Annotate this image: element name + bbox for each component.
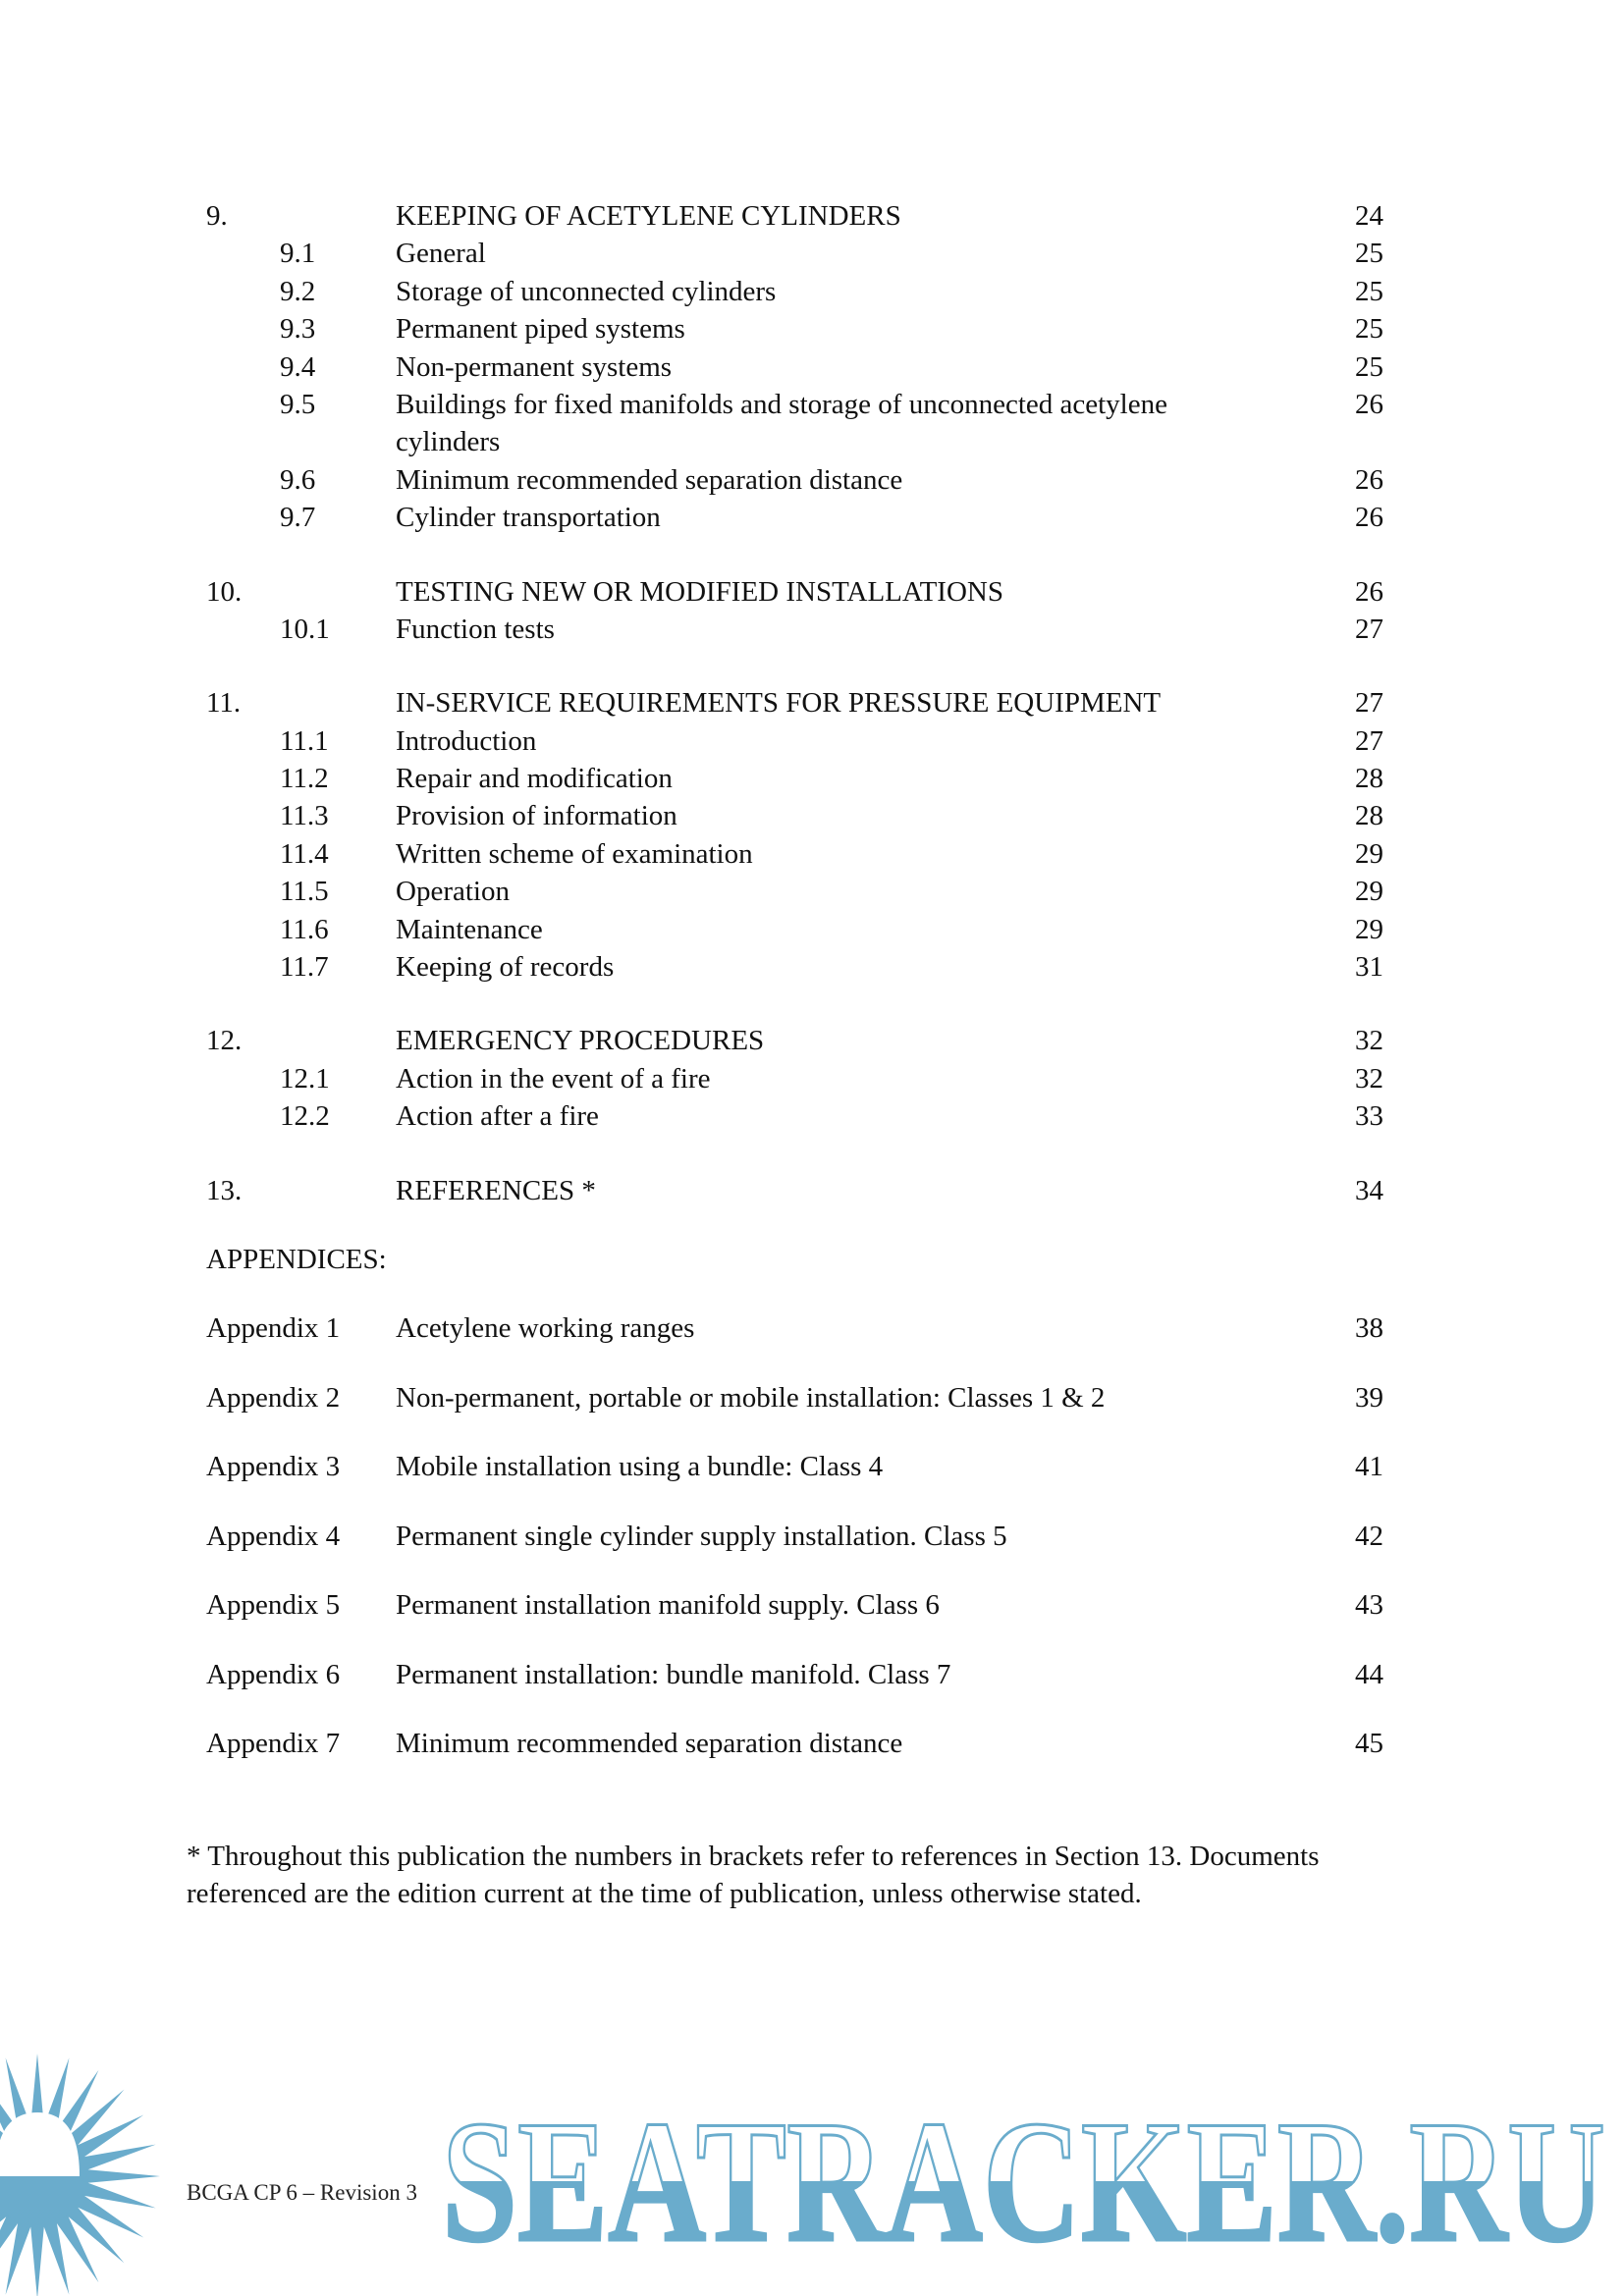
entry-title: Non-permanent, portable or mobile installation: Classes 1 & 2 bbox=[396, 1381, 1106, 1414]
entry-page: 32 bbox=[1355, 1062, 1383, 1095]
entry-num: 9.6 bbox=[280, 463, 316, 496]
appendix-entry[interactable] bbox=[0, 1725, 1624, 1794]
entry-page: 28 bbox=[1355, 800, 1383, 832]
entry-page: 38 bbox=[1355, 1312, 1383, 1345]
entry-title: Permanent piped systems bbox=[396, 313, 685, 346]
entry-num: 11.5 bbox=[280, 876, 329, 908]
entry-num: 9. bbox=[206, 200, 228, 232]
sun-icon bbox=[0, 2054, 160, 2296]
entry-title: Cylinder transportation bbox=[396, 502, 661, 534]
entry-title: Permanent installation manifold supply. Class 6 bbox=[396, 1589, 940, 1622]
entry-num: 11.6 bbox=[280, 913, 329, 945]
entry-num: 11. bbox=[206, 687, 242, 720]
entry-page: 33 bbox=[1355, 1100, 1383, 1133]
entry-title: Maintenance bbox=[396, 913, 543, 945]
toc-subentry[interactable] bbox=[0, 499, 1624, 536]
entry-page: 27 bbox=[1355, 613, 1383, 645]
appendix-entry[interactable] bbox=[0, 1518, 1624, 1587]
entry-title: Mobile installation using a bundle: Class 4 bbox=[396, 1451, 884, 1483]
toc-subentry[interactable] bbox=[0, 760, 1624, 797]
entry-page: 25 bbox=[1355, 313, 1383, 346]
entry-page: 25 bbox=[1355, 238, 1383, 270]
entry-num: 10.1 bbox=[280, 613, 330, 645]
entry-title: TESTING NEW OR MODIFIED INSTALLATIONS bbox=[396, 575, 1003, 608]
entry-page: 27 bbox=[1355, 724, 1383, 757]
entry-num: Appendix 4 bbox=[206, 1520, 341, 1552]
entry-num: 12.1 bbox=[280, 1062, 330, 1095]
entry-num: 9.1 bbox=[280, 238, 316, 270]
entry-title: Minimum recommended separation distance bbox=[396, 463, 903, 496]
entry-title: Storage of unconnected cylinders bbox=[396, 275, 777, 307]
toc-entry[interactable] bbox=[0, 1172, 1624, 1209]
entry-title: Permanent installation: bundle manifold. Class 7 bbox=[396, 1658, 951, 1690]
entry-num: 9.5 bbox=[280, 388, 316, 420]
entry-num: Appendix 5 bbox=[206, 1589, 341, 1622]
toc-subentry[interactable] bbox=[0, 386, 1624, 461]
appendix-entry[interactable] bbox=[0, 1586, 1624, 1656]
toc-subentry[interactable] bbox=[0, 310, 1624, 347]
entry-num: 12. bbox=[206, 1025, 243, 1057]
toc-subentry[interactable] bbox=[0, 1060, 1624, 1097]
entry-page: 25 bbox=[1355, 350, 1383, 383]
toc-subentry[interactable] bbox=[0, 348, 1624, 386]
entry-page: 29 bbox=[1355, 913, 1383, 945]
entry-num: Appendix 6 bbox=[206, 1658, 341, 1690]
entry-num: 11.1 bbox=[280, 724, 329, 757]
entry-title: Repair and modification bbox=[396, 763, 673, 795]
entry-num: 11.3 bbox=[280, 800, 329, 832]
watermark-logo bbox=[0, 2042, 1624, 2296]
toc-section bbox=[0, 1022, 1624, 1135]
entry-title: KEEPING OF ACETYLENE CYLINDERS bbox=[396, 200, 901, 232]
entry-title: Function tests bbox=[396, 613, 555, 645]
toc-subentry[interactable] bbox=[0, 461, 1624, 499]
toc-subentry[interactable] bbox=[0, 948, 1624, 986]
appendix-entry[interactable] bbox=[0, 1379, 1624, 1449]
entry-num: 9.2 bbox=[280, 275, 316, 307]
entry-page: 45 bbox=[1355, 1728, 1383, 1760]
entry-title: Acetylene working ranges bbox=[396, 1312, 695, 1345]
entry-num: 13. bbox=[206, 1174, 243, 1206]
entry-page: 25 bbox=[1355, 275, 1383, 307]
footnote: * Throughout this publication the numbers in brackets refer to references in Section 13. Documents referenced are the edition current at the time of publication, unless otherwise stated. bbox=[187, 1841, 1320, 1910]
toc-subentry[interactable] bbox=[0, 835, 1624, 873]
toc-subentry[interactable] bbox=[0, 273, 1624, 310]
toc-section bbox=[0, 684, 1624, 986]
entry-title: Action after a fire bbox=[396, 1100, 599, 1133]
entry-title: Non-permanent systems bbox=[396, 350, 673, 383]
entry-page: 29 bbox=[1355, 837, 1383, 870]
entry-page: 29 bbox=[1355, 876, 1383, 908]
entry-num: 11.4 bbox=[280, 837, 329, 870]
entry-num: 12.2 bbox=[280, 1100, 330, 1133]
table-of-contents bbox=[0, 197, 1624, 1794]
entry-title: Action in the event of a fire bbox=[396, 1062, 711, 1095]
entry-page: 26 bbox=[1355, 575, 1383, 608]
entry-page: 42 bbox=[1355, 1520, 1383, 1552]
toc-entry[interactable] bbox=[0, 684, 1624, 721]
entry-title: Permanent single cylinder supply installation. Class 5 bbox=[396, 1520, 1007, 1552]
entry-title: Buildings for fixed manifolds and storage of unconnected acetylene cylinders bbox=[396, 388, 1167, 458]
watermark-text: SEATRACKER.RU bbox=[442, 2084, 1605, 2278]
entry-title: General bbox=[396, 238, 486, 270]
entry-num: 9.4 bbox=[280, 350, 316, 383]
toc-section bbox=[0, 573, 1624, 649]
toc-subentry[interactable] bbox=[0, 722, 1624, 760]
entry-title: Introduction bbox=[396, 724, 537, 757]
entry-page: 27 bbox=[1355, 687, 1383, 720]
entry-page: 43 bbox=[1355, 1589, 1383, 1622]
appendices-list bbox=[0, 1309, 1624, 1794]
entry-page: 41 bbox=[1355, 1451, 1383, 1483]
toc-entry[interactable] bbox=[0, 197, 1624, 235]
toc-subentry[interactable] bbox=[0, 1097, 1624, 1135]
appendix-entry[interactable] bbox=[0, 1448, 1624, 1518]
entry-num: Appendix 3 bbox=[206, 1451, 341, 1483]
entry-page: 26 bbox=[1355, 463, 1383, 496]
entry-page: 31 bbox=[1355, 951, 1383, 984]
entry-num: 9.3 bbox=[280, 313, 316, 346]
toc-section bbox=[0, 197, 1624, 537]
entry-num: 9.7 bbox=[280, 502, 316, 534]
entry-num: 10. bbox=[206, 575, 243, 608]
appendices-heading: APPENDICES: bbox=[206, 1244, 387, 1275]
page-footer: BCGA CP 6 – Revision 3 bbox=[187, 2180, 417, 2205]
toc-subentry[interactable] bbox=[0, 611, 1624, 648]
entry-page: 26 bbox=[1355, 388, 1383, 420]
entry-title: Written scheme of examination bbox=[396, 837, 753, 870]
toc-section bbox=[0, 1172, 1624, 1209]
entry-title: REFERENCES * bbox=[396, 1174, 596, 1206]
entry-page: 28 bbox=[1355, 763, 1383, 795]
toc-subentry[interactable] bbox=[0, 873, 1624, 910]
entry-title: Operation bbox=[396, 876, 510, 908]
entry-num: Appendix 7 bbox=[206, 1728, 341, 1760]
entry-page: 26 bbox=[1355, 502, 1383, 534]
entry-num: 11.7 bbox=[280, 951, 329, 984]
entry-title: Keeping of records bbox=[396, 951, 615, 984]
entry-title: Provision of information bbox=[396, 800, 677, 832]
appendix-entry[interactable] bbox=[0, 1656, 1624, 1726]
toc-subentry[interactable] bbox=[0, 911, 1624, 948]
entry-page: 32 bbox=[1355, 1025, 1383, 1057]
entry-page: 44 bbox=[1355, 1658, 1383, 1690]
toc-subentry[interactable] bbox=[0, 797, 1624, 834]
appendix-entry[interactable] bbox=[0, 1309, 1624, 1379]
toc-entry[interactable] bbox=[0, 1022, 1624, 1059]
entry-page: 24 bbox=[1355, 200, 1383, 232]
entry-title: EMERGENCY PROCEDURES bbox=[396, 1025, 765, 1057]
toc-entry[interactable] bbox=[0, 573, 1624, 611]
entry-page: 39 bbox=[1355, 1381, 1383, 1414]
entry-page: 34 bbox=[1355, 1174, 1383, 1206]
entry-num: Appendix 1 bbox=[206, 1312, 341, 1345]
toc-subentry[interactable] bbox=[0, 235, 1624, 272]
entry-num: Appendix 2 bbox=[206, 1381, 341, 1414]
entry-title: Minimum recommended separation distance bbox=[396, 1728, 903, 1760]
entry-title: IN-SERVICE REQUIREMENTS FOR PRESSURE EQUIPMENT bbox=[396, 687, 1162, 720]
entry-num: 11.2 bbox=[280, 763, 329, 795]
